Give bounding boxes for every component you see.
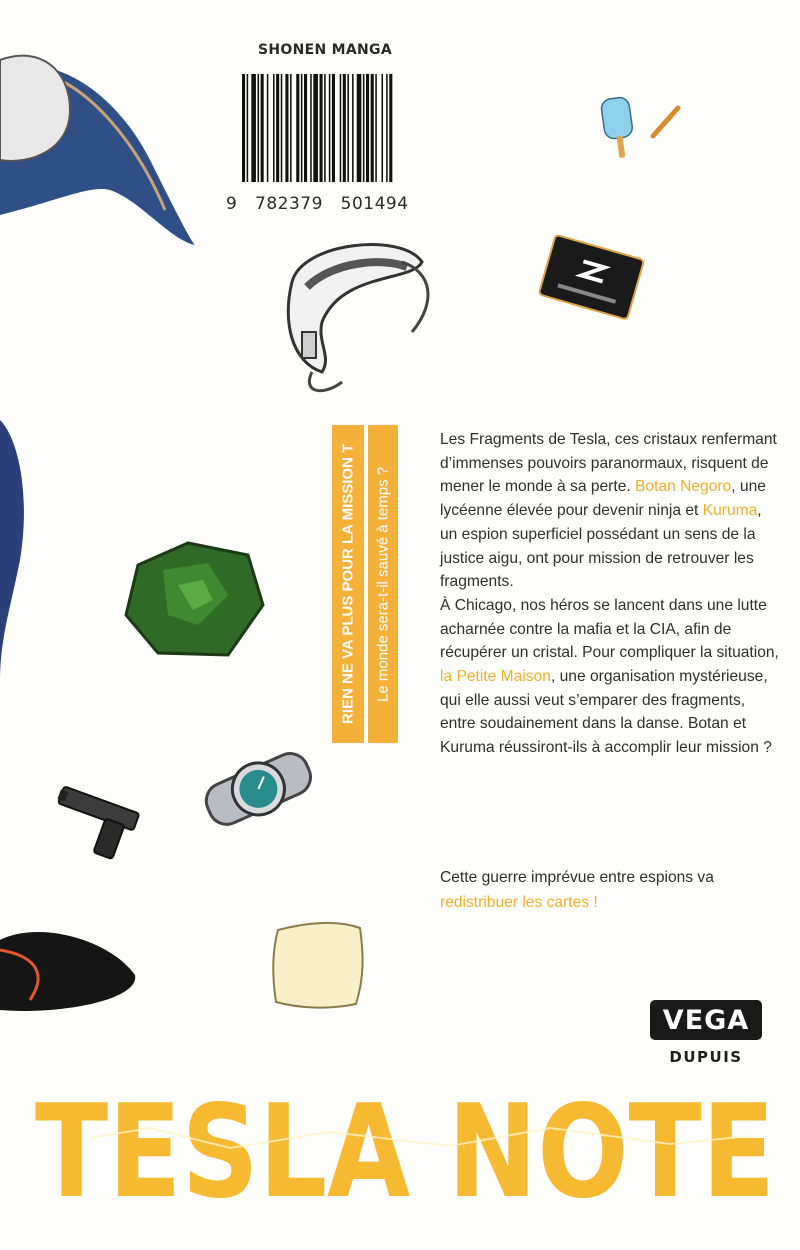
pillow-icon [268,916,368,1012]
barcode-bar [304,74,307,182]
name-petite-maison: la Petite Maison [440,668,551,686]
barcode-bar [301,74,303,182]
card-pack-icon [530,232,650,332]
barcode-bar [247,74,249,182]
dupuis-label: DUPUIS [669,1048,743,1066]
barcode-bar [276,74,279,182]
barcode-bar [258,74,260,182]
barcode-bar [340,74,342,182]
name-botan: Botan Negoro [635,478,732,496]
barcode-bar [251,74,256,182]
barcode-bar [389,74,392,182]
barcode [242,74,438,182]
barcode-bar [296,74,299,182]
barcode-bar [290,74,292,182]
tagline-mission: RIEN NE VA PLUS POUR LA MISSION T [332,425,364,743]
barcode-bar [285,74,288,182]
book-title [30,1088,780,1208]
vega-logo: VEGA [650,1000,762,1040]
closing-tagline: Cette guerre imprévue entre espions va redistribuer les cartes ! [440,869,714,911]
barcode-bar [382,74,384,182]
barcode-bar [352,74,354,182]
closing-highlight: redistribuer les cartes ! [440,894,598,911]
barcode-block [222,36,452,214]
barcode-bar [363,74,365,182]
barcode-bar [310,74,312,182]
barcode-bar [242,74,245,182]
name-kuruma: Kuruma [702,502,758,520]
isbn-number: 9 782379 501494 [226,194,409,214]
barcode-bar [273,74,275,182]
barcode-bar [267,74,269,182]
synopsis-paragraph-2: À Chicago, nos héros se lancent dans une lutte acharnée contre la mafia et la CIA, afin de récupérer un cristal. Pour compliquer la situation, la Petite Maison, une organisation mystérieuse, qui elle aussi veut s’emparer des fragments, entre soudainement dans la danse. Botan et Kuruma réussiront-ils à accomplir leur mission ? [440,596,779,757]
barcode-bar [332,74,335,182]
tagline-world: Le monde sera-t-il sauvé à temps ? [368,425,398,743]
barcode-bar [313,74,318,182]
barcode-bar [329,74,331,182]
barcode-bar [366,74,369,182]
synopsis-paragraph-1: Les Fragments de Tesla, ces cristaux renfermant d’immenses pouvoirs paranormaux, risquent de mener le monde à sa perte. Botan Negoro, une lycéenne élevée pour devenir ninja et Kuruma, un espion superficiel possédant un sens de la justice aigu, ont pour mission de retrouver les fragments. [440,431,777,591]
crystal-icon [118,535,268,665]
watch-icon [198,732,318,844]
popsicle-icon [598,96,688,166]
neck-device-icon [262,222,452,402]
barcode-bar [281,74,283,182]
barcode-bar [347,74,349,182]
category-label: SHONEN MANGA [258,42,392,58]
synopsis [440,428,780,760]
barcode-bar [386,74,388,182]
barcode-bar [320,74,323,182]
barcode-bar [357,74,362,182]
title-text: TESLA NOTE [35,1088,775,1208]
barcode-bar [343,74,346,182]
barcode-bar [261,74,264,182]
barcode-bar [375,74,377,182]
pistol-icon [48,782,148,862]
barcode-bar [324,74,326,182]
barcode-bar [371,74,374,182]
